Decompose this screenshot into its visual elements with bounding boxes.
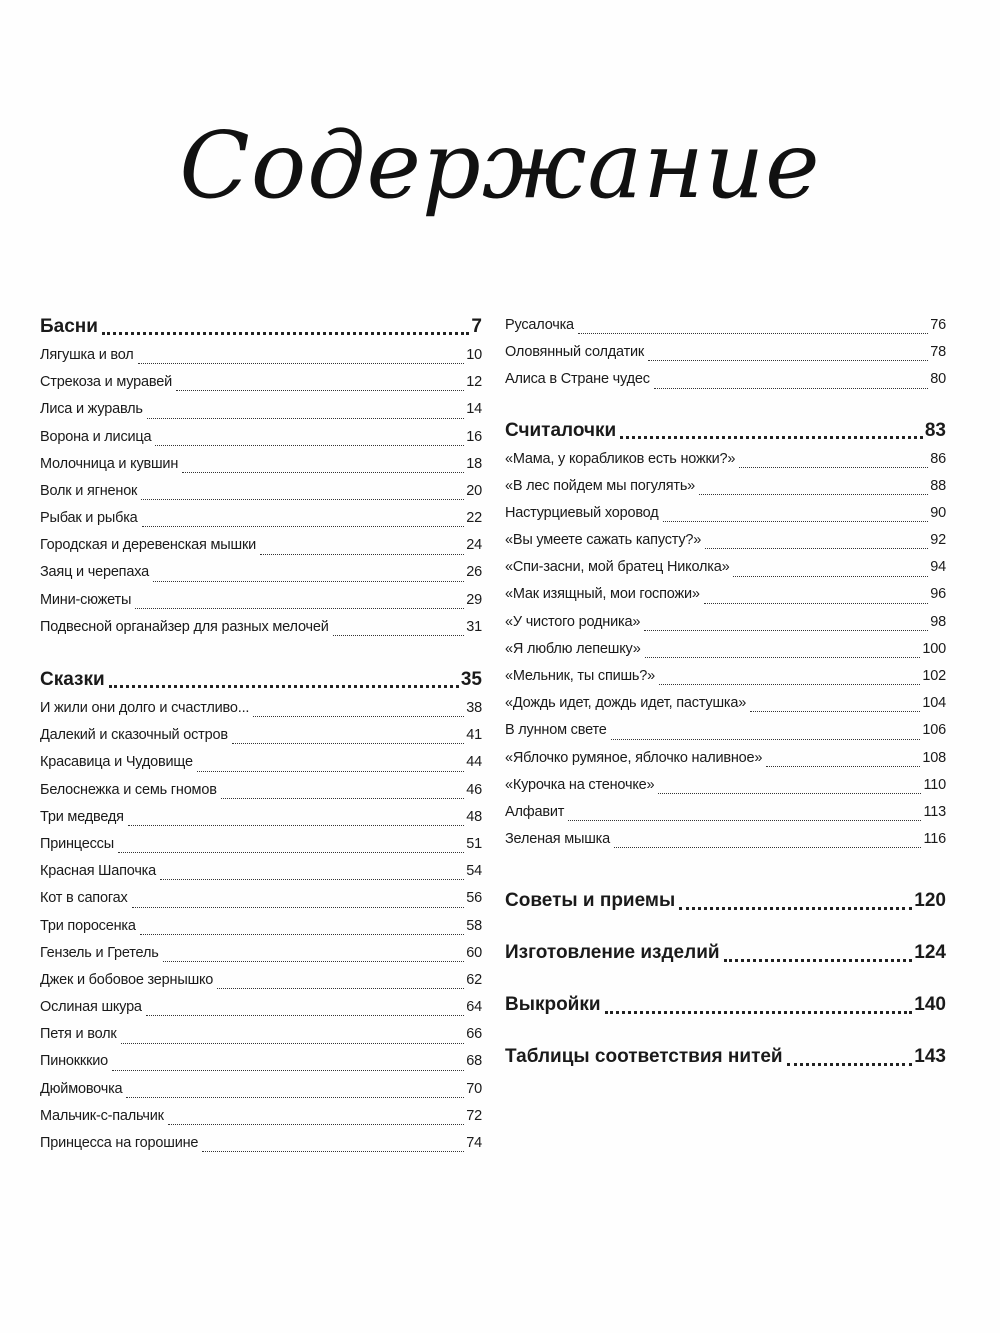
leader-dots: [260, 553, 464, 555]
entry-page: 44: [466, 754, 482, 771]
entry-page: 102: [922, 668, 946, 685]
section-page: 124: [914, 942, 946, 964]
leader-dots: [644, 629, 928, 631]
entry-label: Принцессы: [40, 835, 114, 852]
leader-dots: [699, 493, 928, 495]
leader-dots: [620, 435, 923, 439]
toc-entry[interactable]: [505, 527, 946, 554]
entry-page: 96: [930, 586, 946, 603]
toc-entry[interactable]: [505, 312, 946, 339]
leader-dots: [704, 602, 929, 604]
leader-dots: [153, 580, 464, 582]
toc-entry[interactable]: [40, 614, 482, 641]
entry-page: 94: [930, 559, 946, 576]
entry-label: Алиса в Стране чудес: [505, 371, 650, 388]
entry-label: Подвесной органайзер для разных мелочей: [40, 618, 329, 635]
entry-page: 66: [466, 1026, 482, 1043]
leader-dots: [605, 1010, 913, 1014]
entry-page: 12: [466, 374, 482, 391]
entry-page: 38: [466, 700, 482, 717]
section-gap: [40, 641, 482, 665]
entry-page: 18: [466, 455, 482, 472]
toc-entry[interactable]: [505, 500, 946, 527]
entry-page: 26: [466, 564, 482, 581]
toc-entry[interactable]: [40, 560, 482, 587]
entry-page: 64: [466, 999, 482, 1016]
leader-dots: [766, 765, 920, 767]
entry-label: Лиса и журавль: [40, 401, 143, 418]
entry-page: 80: [930, 371, 946, 388]
section-page: 140: [914, 994, 946, 1016]
entry-label: В лунном свете: [505, 722, 607, 739]
entry-page: 78: [930, 344, 946, 361]
section-page: 143: [914, 1046, 946, 1068]
toc-entry[interactable]: [505, 473, 946, 500]
entry-page: 22: [466, 510, 482, 527]
leader-dots: [160, 878, 464, 880]
entry-label: «Мельник, ты спишь?»: [505, 668, 656, 685]
toc-entry[interactable]: [505, 636, 946, 663]
leader-dots: [654, 387, 929, 389]
entry-label: «Я люблю лепешку»: [505, 640, 641, 657]
leader-dots: [118, 851, 464, 853]
entry-label: Пинокккио: [40, 1053, 108, 1070]
leader-dots: [102, 331, 469, 335]
entry-page: 76: [930, 316, 946, 333]
leader-dots: [138, 362, 465, 364]
leader-dots: [659, 683, 920, 685]
toc-items-skazki: [40, 695, 482, 1157]
entry-label: «Спи-засни, мой братец Николка»: [505, 559, 730, 576]
entry-page: 86: [930, 450, 946, 467]
entry-page: 48: [466, 808, 482, 825]
entry-page: 106: [922, 722, 946, 739]
toc-entry[interactable]: [505, 339, 946, 366]
toc-entry[interactable]: [40, 1049, 482, 1076]
toc-entry[interactable]: [40, 451, 482, 478]
toc-section-patterns[interactable]: [505, 979, 946, 1031]
entry-label: Ворона и лисица: [40, 428, 152, 445]
entry-label: Гензель и Гретель: [40, 944, 159, 961]
toc-entry[interactable]: [505, 826, 946, 853]
section-label: Сказки: [40, 669, 105, 691]
leader-dots: [128, 824, 464, 826]
leader-dots: [611, 738, 921, 740]
toc-entry[interactable]: [40, 994, 482, 1021]
entry-label: Оловянный солдатик: [505, 344, 645, 361]
entry-page: 54: [466, 863, 482, 880]
entry-label: Красная Шапочка: [40, 863, 157, 880]
section-page: 7: [471, 316, 482, 337]
entry-page: 110: [923, 776, 946, 793]
leader-dots: [121, 1042, 465, 1044]
entry-page: 60: [466, 944, 482, 961]
leader-dots: [140, 933, 465, 935]
entry-label: Кот в сапогах: [40, 890, 128, 907]
leader-dots: [679, 906, 912, 910]
leader-dots: [614, 846, 922, 848]
leader-dots: [645, 656, 921, 658]
toc-entry[interactable]: [40, 342, 482, 369]
entry-label: Мальчик-с-пальчик: [40, 1107, 164, 1124]
entry-page: 68: [466, 1053, 482, 1070]
leader-dots: [733, 575, 928, 577]
section-label: Басни: [40, 316, 98, 337]
leader-dots: [142, 525, 465, 527]
entry-label: И жили они долго и счастливо...: [40, 700, 250, 717]
entry-page: 108: [922, 749, 946, 766]
entry-page: 58: [466, 917, 482, 934]
entry-label: Заяц и черепаха: [40, 564, 149, 581]
toc-items-basni: [40, 342, 482, 641]
leader-dots: [141, 498, 464, 500]
entry-page: 90: [930, 504, 946, 521]
entry-label: Настурциевый хоровод: [505, 504, 659, 521]
entry-label: Волк и ягненок: [40, 482, 138, 499]
toc-entry[interactable]: [40, 396, 482, 423]
toc-section-thread-tables[interactable]: [505, 1031, 946, 1083]
toc-entry[interactable]: [505, 772, 946, 799]
entry-label: Мини-сюжеты: [40, 591, 132, 608]
toc-entry[interactable]: [40, 1076, 482, 1103]
entry-label: Зеленая мышка: [505, 831, 610, 848]
leader-dots: [202, 1150, 464, 1152]
toc-section-basni[interactable]: [40, 312, 482, 342]
toc-entry[interactable]: [40, 858, 482, 885]
toc-entry[interactable]: [505, 717, 946, 744]
toc-entry[interactable]: [40, 831, 482, 858]
section-label: Считалочки: [505, 419, 617, 441]
leader-dots: [126, 1096, 464, 1098]
section-gap: [505, 853, 946, 875]
toc-entry[interactable]: [505, 745, 946, 772]
toc-section-skazki[interactable]: [40, 665, 482, 695]
leader-dots: [176, 389, 464, 391]
toc-right-column: [505, 312, 946, 1083]
toc-section-tips[interactable]: [505, 875, 946, 927]
entry-label: Принцесса на горошине: [40, 1135, 199, 1152]
toc-entry[interactable]: [40, 749, 482, 776]
toc-entry[interactable]: [505, 554, 946, 581]
entry-page: 31: [466, 618, 482, 635]
entry-label: Алфавит: [505, 803, 565, 820]
toc-entry[interactable]: [40, 587, 482, 614]
entry-label: «Курочка на стеночке»: [505, 776, 655, 793]
leader-dots: [163, 960, 465, 962]
entry-page: 88: [930, 477, 946, 494]
toc-entry[interactable]: [40, 1021, 482, 1048]
leader-dots: [705, 547, 928, 549]
entry-page: 20: [466, 482, 482, 499]
section-label: Таблицы соответствия нитей: [505, 1046, 783, 1068]
leader-dots: [182, 471, 464, 473]
section-page: 83: [924, 419, 946, 441]
leader-dots: [663, 520, 929, 522]
toc-entry[interactable]: [40, 804, 482, 831]
leader-dots: [739, 466, 928, 468]
toc-entry[interactable]: [505, 690, 946, 717]
entry-page: 41: [466, 727, 482, 744]
toc-entry[interactable]: [505, 609, 946, 636]
toc-items-schitalochki: [505, 446, 946, 854]
entry-page: 51: [466, 835, 482, 852]
entry-page: 29: [466, 591, 482, 608]
leader-dots: [147, 417, 465, 419]
leader-dots: [221, 797, 465, 799]
entry-label: Ослиная шкура: [40, 999, 142, 1016]
section-label: Изготовление изделий: [505, 942, 720, 964]
entry-page: 116: [923, 831, 946, 848]
section-label: Выкройки: [505, 994, 601, 1016]
entry-page: 62: [466, 971, 482, 988]
entry-page: 24: [466, 537, 482, 554]
section-page: 120: [914, 890, 946, 912]
leader-dots: [197, 770, 464, 772]
entry-label: «Мама, у корабликов есть ножки?»: [505, 450, 736, 467]
entry-page: 104: [922, 695, 946, 712]
leader-dots: [168, 1123, 464, 1125]
entry-page: 46: [466, 781, 482, 798]
entry-label: «Яблочко румяное, яблочко наливное»: [505, 749, 763, 766]
entry-label: «В лес пойдем мы погулять»: [505, 477, 696, 494]
leader-dots: [232, 742, 464, 744]
entry-label: Городская и деревенская мышки: [40, 537, 256, 554]
toc-entry[interactable]: [505, 582, 946, 609]
entry-label: Красавица и Чудовище: [40, 754, 193, 771]
toc-entry[interactable]: [40, 722, 482, 749]
leader-dots: [333, 634, 465, 636]
entry-page: 16: [466, 428, 482, 445]
toc-section-making[interactable]: [505, 927, 946, 979]
entry-label: «Дождь идет, дождь идет, пастушка»: [505, 695, 747, 712]
toc-entry[interactable]: [40, 777, 482, 804]
section-gap: [505, 394, 946, 416]
entry-label: Джек и бобовое зернышко: [40, 971, 214, 988]
leader-dots: [132, 906, 465, 908]
toc-entry[interactable]: [40, 505, 482, 532]
leader-dots: [112, 1069, 464, 1071]
leader-dots: [724, 958, 913, 962]
entry-label: Три поросенка: [40, 917, 136, 934]
entry-label: Три медведя: [40, 808, 124, 825]
toc-entry[interactable]: [505, 366, 946, 393]
toc-entry[interactable]: [505, 663, 946, 690]
toc-entry[interactable]: [505, 446, 946, 473]
toc-left-column: [40, 312, 482, 1157]
leader-dots: [109, 684, 459, 688]
leader-dots: [568, 819, 921, 821]
entry-label: Петя и волк: [40, 1026, 117, 1043]
entry-label: Лягушка и вол: [40, 346, 134, 363]
section-label: Советы и приемы: [505, 890, 676, 912]
toc-entry[interactable]: [40, 369, 482, 396]
leader-dots: [787, 1062, 913, 1066]
entry-page: 70: [466, 1080, 482, 1097]
leader-dots: [135, 607, 464, 609]
toc-entry[interactable]: [40, 478, 482, 505]
leader-dots: [750, 710, 920, 712]
leader-dots: [253, 715, 464, 717]
entry-page: 56: [466, 890, 482, 907]
toc-entry[interactable]: [40, 532, 482, 559]
leader-dots: [146, 1014, 464, 1016]
toc-entry[interactable]: [40, 424, 482, 451]
entry-label: «У чистого родника»: [505, 613, 641, 630]
entry-label: Молочница и кувшин: [40, 455, 179, 472]
entry-label: «Вы умеете сажать капусту?»: [505, 532, 702, 549]
leader-dots: [155, 444, 464, 446]
entry-page: 10: [466, 346, 482, 363]
entry-label: Русалочка: [505, 316, 574, 333]
toc-entry[interactable]: [40, 1103, 482, 1130]
toc-entry[interactable]: [505, 799, 946, 826]
entry-label: «Мак изящный, мои госпожи»: [505, 586, 700, 603]
toc-entry[interactable]: [40, 695, 482, 722]
entry-page: 100: [922, 640, 946, 657]
entry-page: 72: [466, 1107, 482, 1124]
toc-items-continued: [505, 312, 946, 394]
entry-label: Рыбак и рыбка: [40, 510, 138, 527]
leader-dots: [648, 359, 928, 361]
entry-page: 98: [930, 613, 946, 630]
page-title: Содержание: [179, 112, 821, 219]
toc-section-schitalochki[interactable]: [505, 416, 946, 446]
entry-page: 113: [923, 803, 946, 820]
entry-page: 92: [930, 532, 946, 549]
entry-label: Далекий и сказочный остров: [40, 727, 228, 744]
entry-page: 74: [466, 1135, 482, 1152]
toc-entry[interactable]: [40, 885, 482, 912]
toc-entry[interactable]: [40, 913, 482, 940]
leader-dots: [217, 987, 464, 989]
leader-dots: [658, 792, 921, 794]
toc-entry[interactable]: [40, 940, 482, 967]
entry-label: Дюймовочка: [40, 1080, 123, 1097]
entry-label: Стрекоза и муравей: [40, 374, 172, 391]
section-page: 35: [460, 669, 482, 691]
toc-entry[interactable]: [40, 1130, 482, 1157]
entry-label: Белоснежка и семь гномов: [40, 781, 217, 798]
toc-entry[interactable]: [40, 967, 482, 994]
leader-dots: [578, 332, 928, 334]
entry-page: 14: [466, 401, 482, 418]
